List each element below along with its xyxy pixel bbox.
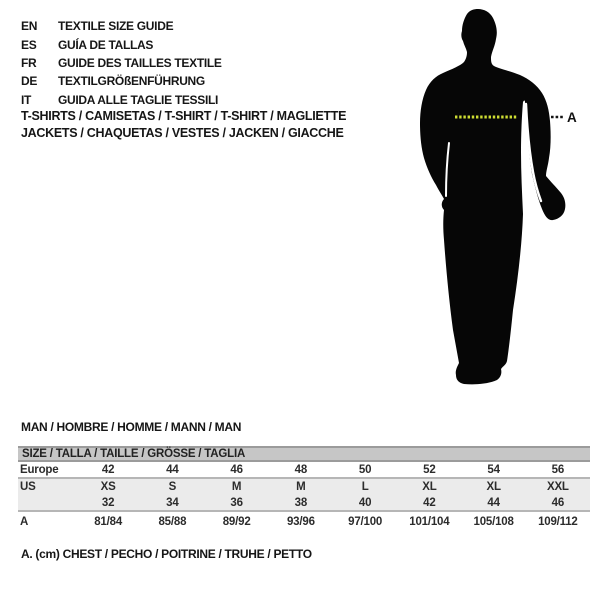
table-cell: M	[231, 481, 242, 493]
category-line-jackets: JACKETS / CHAQUETAS / VESTES / JACKEN / GIACCHE	[21, 126, 344, 141]
row-label: Europe	[20, 463, 59, 476]
language-code: FR	[21, 55, 37, 70]
table-cell: 38	[294, 496, 308, 509]
language-code: IT	[21, 92, 32, 107]
table-cell: 46	[551, 496, 565, 509]
category-line-tshirts: T-SHIRTS / CAMISETAS / T-SHIRT / T-SHIRT / MAGLIETTE	[21, 109, 347, 123]
table-row-europe	[18, 462, 590, 479]
table-cell: XL	[486, 481, 501, 493]
table-cell: 97/100	[348, 515, 383, 528]
table-row-us	[18, 479, 590, 495]
size-table	[18, 446, 590, 531]
table-cell: 109/112	[538, 515, 578, 528]
table-cell: 52	[423, 463, 436, 476]
table-cell: 42	[101, 463, 115, 476]
table-cell: 44	[487, 496, 500, 509]
table-cell: 89/92	[222, 515, 251, 528]
table-cell: S	[168, 481, 177, 493]
table-cell: XXL	[546, 481, 569, 493]
table-cell: 50	[358, 463, 372, 476]
table-cell: XL	[422, 481, 437, 493]
language-title: TEXTILGRÖßENFÜHRUNG	[58, 74, 205, 89]
man-silhouette	[420, 9, 565, 384]
measure-label: A	[567, 110, 577, 125]
table-cell: 54	[487, 463, 500, 476]
table-cell: 44	[166, 463, 179, 476]
measure-footnote: A. (cm) CHEST / PECHO / POITRINE / TRUHE / PETTO	[21, 547, 312, 561]
table-cell: 48	[294, 463, 308, 476]
table-cell: 40	[358, 496, 372, 509]
section-title-man: MAN / HOMBRE / HOMME / MANN / MAN	[21, 420, 242, 434]
table-cell: 81/84	[94, 515, 123, 528]
table-cell: 93/96	[286, 515, 315, 528]
table-cell: 32	[101, 496, 115, 509]
size-table-header: SIZE / TALLA / TAILLE / GRÖSSE / TAGLIA	[18, 446, 590, 462]
language-code: EN	[21, 19, 38, 34]
language-code: ES	[21, 37, 37, 52]
table-cell: 42	[423, 496, 436, 509]
table-cell: 46	[230, 463, 243, 476]
table-cell: 105/108	[473, 515, 514, 528]
table-row-chest-a	[18, 512, 590, 531]
row-label: US	[20, 481, 36, 493]
language-title: GUIDE DES TAILLES TEXTILE	[58, 55, 222, 70]
table-cell: M	[296, 481, 306, 493]
language-title: GUIDA ALLE TAGLIE TESSILI	[58, 92, 219, 107]
table-cell: 34	[166, 496, 179, 509]
table-cell: XS	[100, 481, 116, 493]
language-code: DE	[21, 74, 38, 89]
table-cell: L	[361, 481, 369, 493]
language-title: GUÍA DE TALLAS	[58, 37, 154, 52]
table-cell: 85/88	[158, 515, 187, 528]
row-label: A	[20, 515, 29, 528]
table-row-us-numeric	[18, 495, 590, 512]
table-cell: 36	[230, 496, 243, 509]
table-cell: 56	[551, 463, 565, 476]
language-title: TEXTILE SIZE GUIDE	[58, 19, 174, 34]
table-cell: 101/104	[409, 515, 450, 528]
